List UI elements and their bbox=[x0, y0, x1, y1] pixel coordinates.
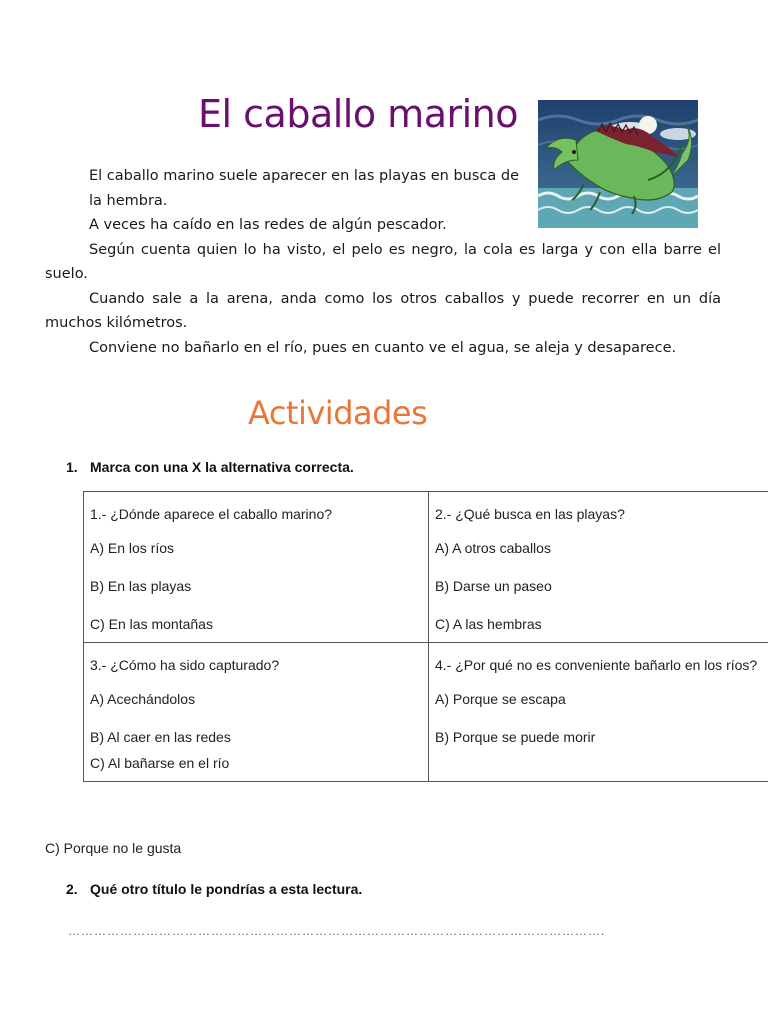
reading-paragraph-1-continuation: la hembra. bbox=[89, 192, 168, 209]
question-text: 4.- ¿Por qué no es conveniente bañarlo en los ríos? bbox=[435, 657, 758, 673]
reading-paragraph-3: Según cuenta quien lo ha visto, el pelo es negro, la cola es larga y con ella barre el suelo. bbox=[45, 241, 721, 282]
reading-paragraph-2: A veces ha caído en las redes de algún pescador. bbox=[89, 217, 447, 233]
answer-option[interactable]: C) En las montañas bbox=[90, 616, 213, 632]
instruction-2-text: Qué otro título le pondrías a esta lectura. bbox=[90, 881, 363, 897]
question-cell-2 bbox=[429, 492, 768, 643]
instruction-2 bbox=[66, 881, 362, 897]
reading-passage bbox=[45, 164, 721, 360]
answer-option[interactable]: A) Porque se escapa bbox=[435, 691, 566, 707]
answer-option[interactable]: A) En los ríos bbox=[90, 540, 175, 556]
questions-table bbox=[83, 491, 768, 782]
answer-option[interactable]: B) En las playas bbox=[90, 578, 192, 594]
table-row bbox=[84, 492, 768, 643]
answer-option[interactable]: B) Darse un paseo bbox=[435, 578, 552, 594]
answer-option[interactable]: A) A otros caballos bbox=[435, 540, 551, 556]
page-title: El caballo marino bbox=[198, 92, 518, 136]
question-cell-1 bbox=[84, 492, 429, 643]
answer-line[interactable]: ……………………………………………………………………………………………………………. bbox=[68, 924, 606, 938]
stray-answer-option[interactable]: C) Porque no le gusta bbox=[45, 840, 182, 856]
answer-option[interactable]: C) A las hembras bbox=[435, 616, 542, 632]
instruction-1 bbox=[66, 459, 354, 475]
question-text: 1.- ¿Dónde aparece el caballo marino? bbox=[90, 506, 333, 522]
answer-option[interactable]: B) Porque se puede morir bbox=[435, 729, 596, 745]
reading-paragraph-1: El caballo marino suele aparecer en las playas en busca de bbox=[89, 168, 519, 184]
question-text: 2.- ¿Qué busca en las playas? bbox=[435, 506, 625, 522]
table-row bbox=[84, 643, 768, 782]
question-cell-3 bbox=[84, 643, 429, 782]
activities-heading: Actividades bbox=[248, 394, 428, 432]
question-cell-4 bbox=[429, 643, 768, 782]
answer-option[interactable]: C) Al bañarse en el río bbox=[90, 755, 230, 771]
instruction-1-text: Marca con una X la alternativa correcta. bbox=[90, 459, 354, 475]
reading-paragraph-5: Conviene no bañarlo en el río, pues en cuanto ve el agua, se aleja y desaparece. bbox=[89, 339, 677, 356]
reading-paragraph-4: Cuando sale a la arena, anda como los otros caballos y puede recorrer en un día muchos kilómetros. bbox=[45, 290, 721, 331]
answer-option[interactable]: B) Al caer en las redes bbox=[90, 729, 231, 745]
answer-option[interactable]: A) Acechándolos bbox=[90, 691, 196, 707]
question-text: 3.- ¿Cómo ha sido capturado? bbox=[90, 657, 280, 673]
instruction-2-number: 2. bbox=[66, 881, 78, 897]
instruction-1-number: 1. bbox=[66, 459, 78, 475]
